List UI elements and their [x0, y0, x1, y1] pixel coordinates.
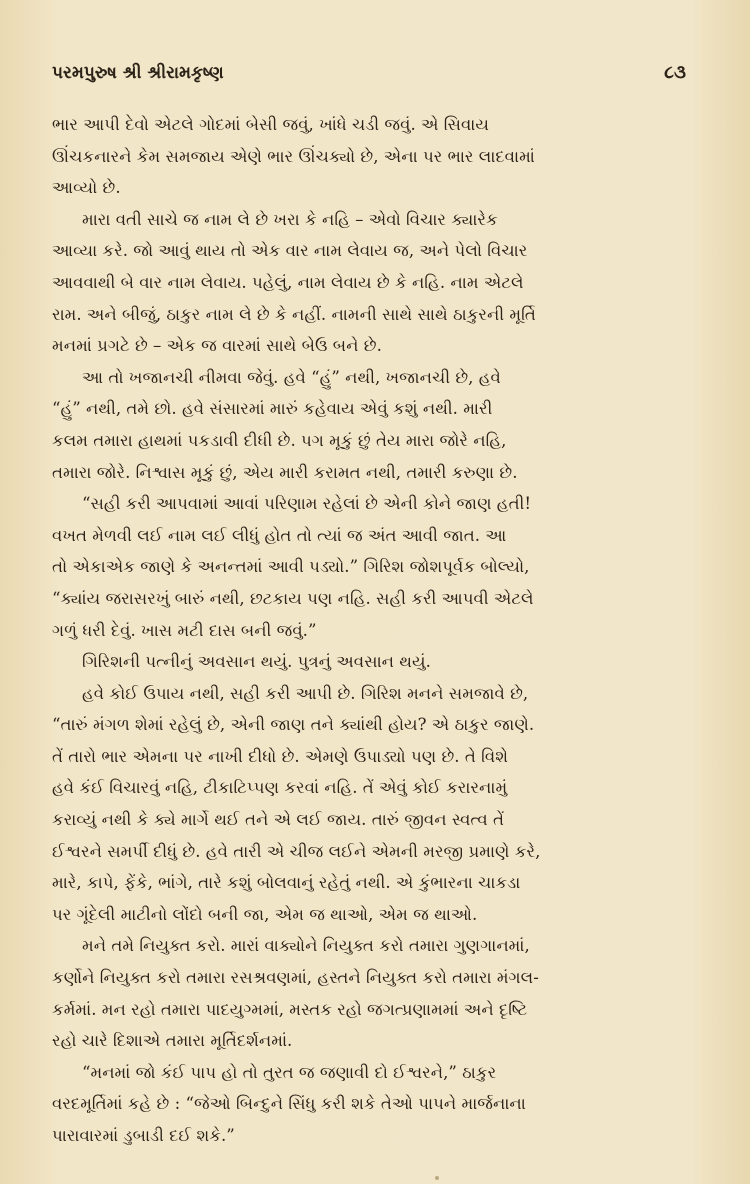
- text-line: “તારું મંગળ શેમાં રહેલું છે, એની જાણ તને ક્યાંથી હોય? એ ઠાકુર જાણે.: [52, 715, 535, 735]
- paragraph: [52, 488, 692, 646]
- text-line: મારા વતી સાચે જ નામ લે છે ખરા કે નહિ – એવો વિચાર ક્યારેક: [82, 209, 498, 229]
- paragraph: [52, 109, 692, 204]
- text-line: ઈશ્વરને સમર્પી દીધું છે. હવે તારી એ ચીજ લઈને એમની મરજી પ્રમાણે કરે,: [52, 841, 541, 861]
- text-line: પર ગૂંદેલી માટીનો લોંદો બની જા, એમ જ થાઓ, એમ જ થાઓ.: [52, 904, 478, 924]
- text-line: “ક્યાંય જરાસરખું બારું નથી, છટકાય પણ નહિ. સહી કરી આપવી એટલે: [52, 588, 534, 608]
- print-speck: [435, 1176, 439, 1180]
- text-line: “મનમાં જો કંઈ પાપ હો તો તુરત જ જણાવી દો ઈશ્વરને,” ઠાકુર: [82, 1062, 497, 1082]
- text-line: આવવાથી બે વાર નામ લેવાય. પહેલું, નામ લેવાય છે કે નહિ. નામ એટલે: [52, 272, 524, 292]
- text-line: રહો ચારે દિશાએ તમારા મૂર્તિદર્શનમાં.: [52, 1031, 293, 1051]
- text-line: ઊંચકનારને કેમ સમજાય એણે ભાર ઊંચક્યો છે, એના પર ભાર લાદવામાં: [52, 146, 535, 166]
- text-line: પારાવારમાં ડુબાડી દઈ શકે.”: [52, 1126, 235, 1145]
- text-line: મનમાં પ્રગટે છે – એક જ વારમાં સાથે બેઉ બને છે.: [52, 336, 382, 356]
- text-line: મને તમે નિયુક્ત કરો. મારાં વાક્યોને નિયુક્ત કરો તમારા ગુણગાનમાં,: [82, 936, 530, 956]
- text-line: રામ. અને બીજું, ઠાકુર નામ લે છે કે નહીં. નામની સાથે સાથે ઠાકુરની મૂર્તિ: [52, 304, 536, 324]
- text-line: ગળું ધરી દેવું. ખાસ મટી દાસ બની જવું.”: [52, 620, 317, 640]
- text-line: આવ્યો છે.: [52, 178, 121, 198]
- text-line: ગિરિશની પત્નીનું અવસાન થયું. પુત્રનું અવસાન થયું.: [82, 652, 431, 672]
- text-line: કર્ણોને નિયુક્ત કરો તમારા રસશ્રવણમાં, હસ્તને નિયુક્ત કરો તમારા મંગલ-: [52, 968, 539, 988]
- text-line: તેં તારો ભાર એમના પર નાખી દીધો છે. એમણે ઉપાડ્યો પણ છે. તે વિશે: [52, 746, 508, 766]
- text-line: તમારા જોરે. નિશ્વાસ મૂકું છું, એય મારી કરામત નથી, તમારી કરુણા છે.: [52, 462, 518, 482]
- text-line: આ તો ખજાનચી નીમવા જેવું. હવે “હું” નથી, ખજાનચી છે, હવે: [82, 367, 501, 387]
- paragraph: [52, 930, 692, 1056]
- text-line: હવે કંઈ વિચારવું નહિ, ટીકાટિપ્પણ કરવાં નહિ. તેં એવું કોઈ કરારનામું: [52, 778, 508, 798]
- text-line: “હું” નથી, તમે છો. હવે સંસારમાં મારું કહેવાય એવું કશું નથી. મારી: [52, 399, 493, 419]
- paragraph: [52, 1057, 692, 1152]
- text-line: વરદમૂર્તિમાં કહે છે : “જેઓ બિન્દુને સિંધુ કરી શકે તેઓ પાપને માર્જનાના: [52, 1094, 526, 1114]
- paragraph: [52, 646, 692, 678]
- text-line: કલમ તમારા હાથમાં પકડાવી દીધી છે. પગ મૂકું છું તેય મારા જોરે નહિ,: [52, 430, 507, 450]
- page-number: ૮૩: [664, 62, 686, 83]
- text-line: કર્મમાં. મન રહો તમારા પાદયુગ્મમાં, મસ્તક રહો જગત્પ્રણામમાં અને દૃષ્ટિ: [52, 999, 528, 1019]
- page-header: [52, 62, 692, 83]
- text-line: ભાર આપી દેવો એટલે ગોદમાં બેસી જવું, ખાંધે ચડી જવું. એ સિવાય: [52, 115, 489, 134]
- text-line: હવે કોઈ ઉપાય નથી, સહી કરી આપી છે. ગિરિશ મનને સમજાવે છે,: [82, 683, 529, 703]
- text-line: તો એકાએક જાણે કે અનન્તમાં આવી પડ્યો.” ગિરિશ જોશપૂર્વક બોલ્યો,: [52, 557, 530, 577]
- text-line: આવ્યા કરે. જો આવું થાય તો એક વાર નામ લેવાય જ, અને પેલો વિચાર: [52, 241, 528, 261]
- text-line: વખત મેળવી લઈ નામ લઈ લીધું હોત તો ત્યાં જ અંત આવી જાત. આ: [52, 525, 507, 545]
- body-text: [52, 109, 692, 1152]
- text-line: કરાવ્યું નથી કે ક્યે માર્ગે થઈ તને એ લઈ જાય. તારું જીવન સ્વત્વ તેં: [52, 810, 504, 830]
- paragraph: [52, 362, 692, 488]
- paragraph: [52, 204, 692, 362]
- text-line: મારે, કાપે, ફેંકે, ભાંગે, તારે કશું બોલવાનું રહેતું નથી. એ કુંભારના ચાકડા: [52, 873, 521, 893]
- paragraph: [52, 678, 692, 931]
- running-title: પરમપુરુષ શ્રી શ્રીરામકૃષ્ણ: [52, 63, 224, 83]
- text-line: “સહી કરી આપવામાં આવાં પરિણામ રહેલાં છે એની કોને જાણ હતી!: [82, 494, 532, 514]
